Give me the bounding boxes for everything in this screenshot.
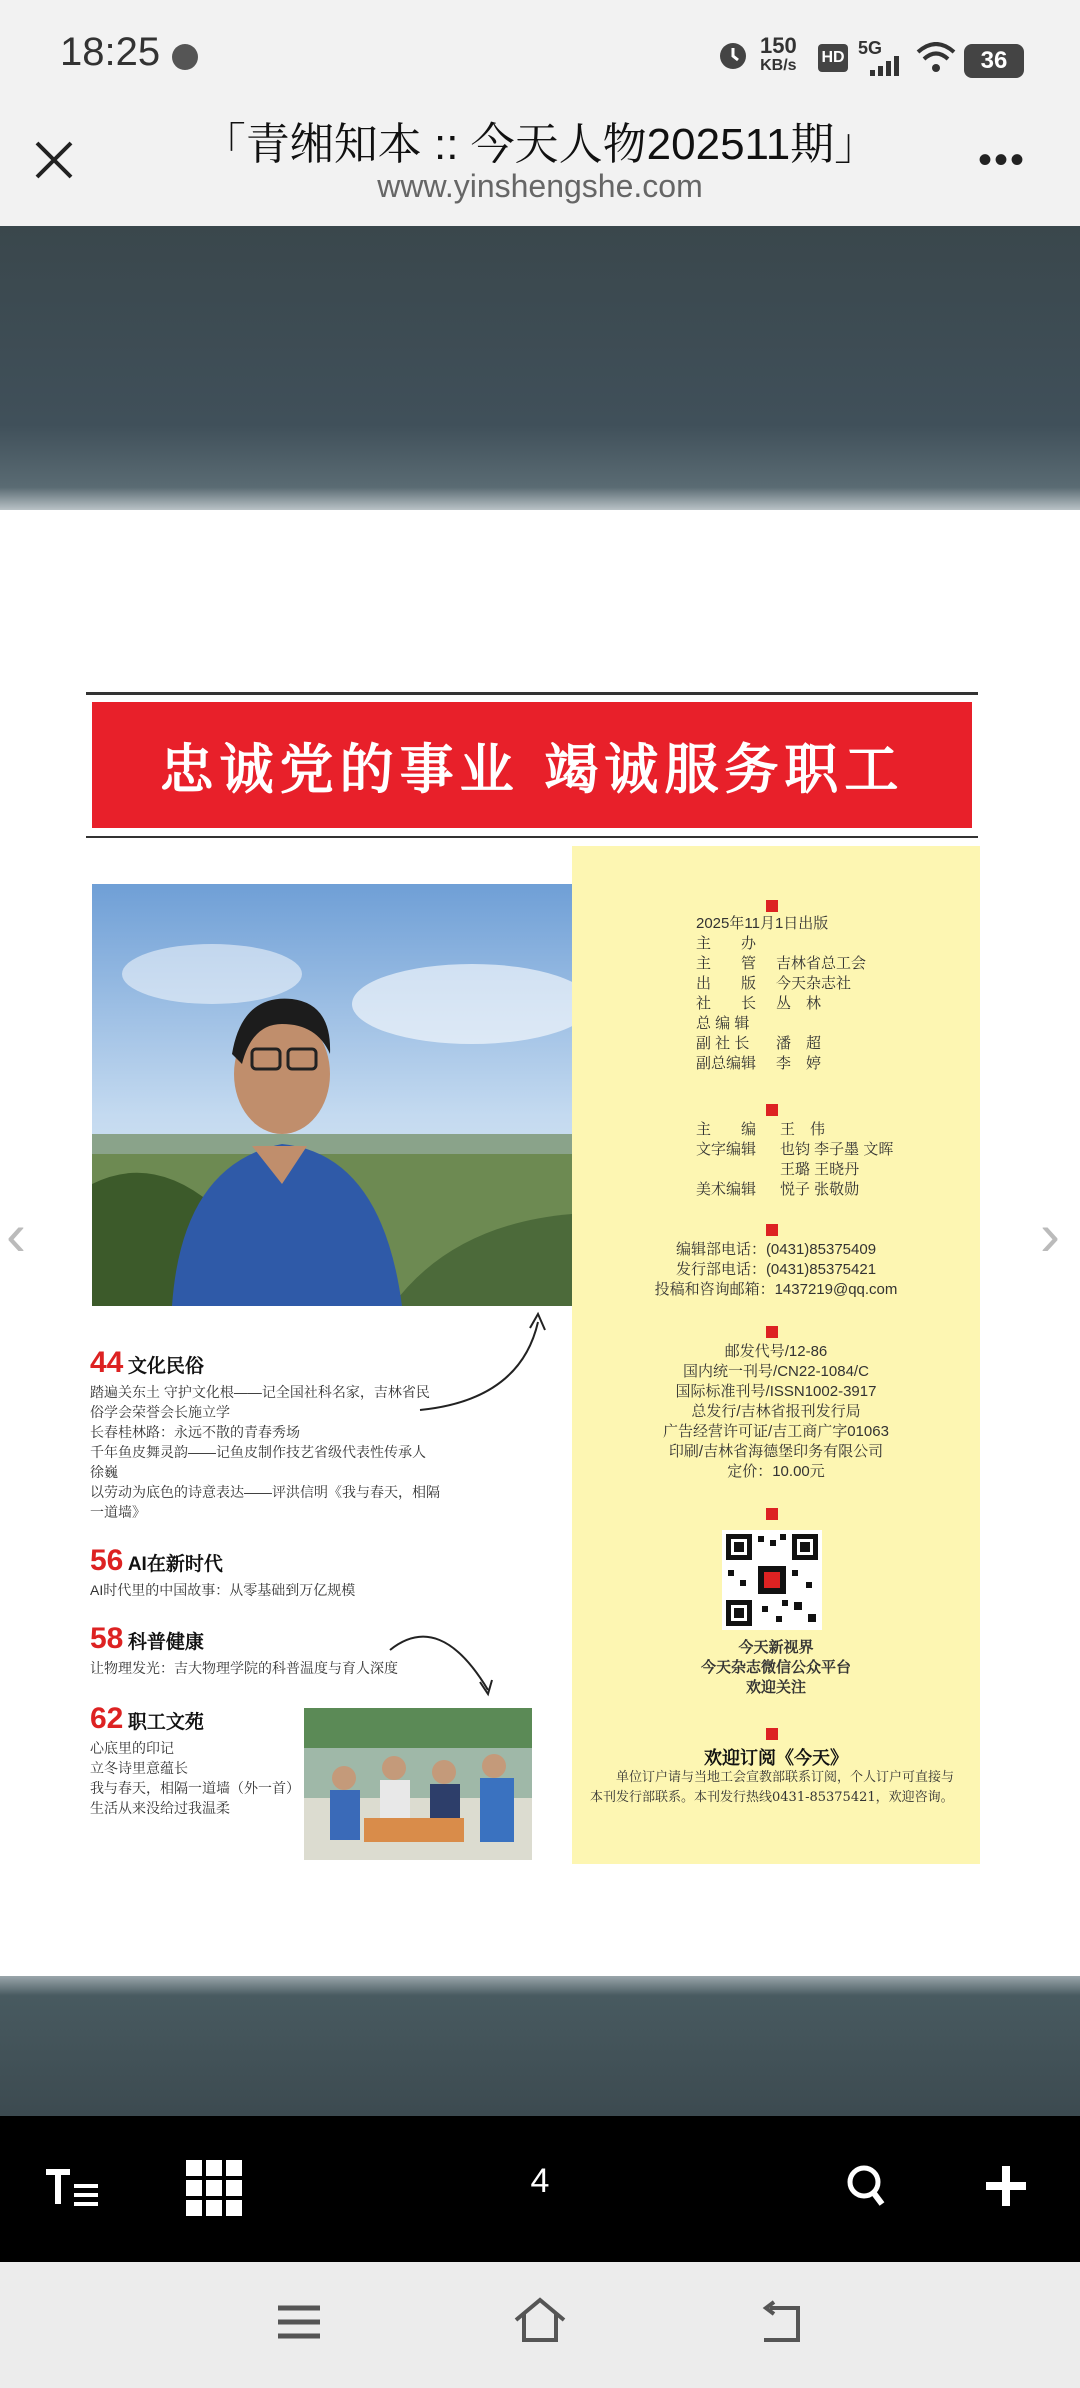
grid-icon[interactable] xyxy=(186,2160,242,2216)
more-icon[interactable]: ••• xyxy=(978,138,1027,182)
code-line: 国内统一刊号/CN22-1084/C xyxy=(683,1363,869,1380)
home-icon[interactable] xyxy=(512,2296,568,2344)
subscribe-title: 欢迎订阅《今天》 xyxy=(704,1748,848,1768)
price-line: 定价：10.00元 xyxy=(727,1463,825,1480)
section-number: 44 xyxy=(90,1346,124,1379)
section-title: AI在新时代 xyxy=(127,1554,223,1575)
contents-line: 以劳动为底色的诗意表达——评洪信明《我与春天，相隔 xyxy=(90,1484,440,1500)
masthead-row: 王璐 王晓丹 xyxy=(780,1161,860,1178)
contents-line: 踏遍关东土 守护文化根——记全国社科名家，吉林省民 xyxy=(90,1384,430,1400)
wechat-line: 今天杂志微信公众平台 xyxy=(700,1659,851,1676)
masthead-row: 文字编辑 也钧 李子墨 文晖 xyxy=(696,1141,894,1158)
red-marker xyxy=(766,1728,778,1740)
contents-section-56[interactable] xyxy=(90,1544,223,1578)
code-line: 总发行/吉林省报刊发行局 xyxy=(691,1403,861,1420)
contents-line: 俗学会荣誉会长施立学 xyxy=(90,1404,230,1420)
contents-section-58[interactable] xyxy=(90,1622,204,1656)
section-number: 56 xyxy=(90,1544,124,1577)
net-speed: 150 KB/s xyxy=(760,33,797,74)
section-number: 62 xyxy=(90,1702,124,1735)
email-line: 投稿和咨询邮箱：1437219@qq.com xyxy=(654,1281,898,1298)
slogan-banner: 忠诚党的事业 竭诚服务职工 xyxy=(92,702,972,828)
masthead-block-1 xyxy=(696,914,956,1074)
code-line: 国际标准刊号/ISSN1002-3917 xyxy=(675,1383,877,1400)
red-marker xyxy=(766,1224,778,1236)
search-icon[interactable] xyxy=(846,2164,886,2208)
hd-icon: HD xyxy=(818,44,848,72)
masthead-row: 总 编 辑 xyxy=(696,1015,750,1032)
next-page-icon[interactable]: › xyxy=(1040,1201,1060,1268)
close-icon[interactable] xyxy=(34,140,74,180)
section-items xyxy=(90,1738,300,1818)
divider xyxy=(86,836,978,838)
contents-line: 心底里的印记 xyxy=(90,1740,174,1756)
contents-line: 生活从来没给过我温柔 xyxy=(90,1800,230,1816)
alarm-icon xyxy=(716,38,750,72)
publish-date: 2025年11月1日出版 xyxy=(696,915,829,932)
battery-icon: 36 xyxy=(964,44,1024,78)
contents-section-44[interactable] xyxy=(90,1346,204,1380)
divider xyxy=(86,692,978,695)
contents-line: AI时代里的中国故事：从零基础到万亿规模 xyxy=(90,1582,356,1598)
masthead-row: 副 社 长 潘 超 xyxy=(696,1035,822,1052)
wifi-icon xyxy=(916,42,956,74)
codes-block xyxy=(572,1342,980,1482)
section-number: 58 xyxy=(90,1622,124,1655)
section-title: 科普健康 xyxy=(127,1632,204,1653)
code-line: 印刷/吉林省海德堡印务有限公司 xyxy=(668,1443,884,1460)
status-time: 18:25 xyxy=(60,30,161,74)
contents-section-62[interactable] xyxy=(90,1702,204,1736)
section-title: 文化民俗 xyxy=(127,1356,204,1377)
masthead-row: 美术编辑 悦子 张敬勋 xyxy=(696,1181,860,1198)
contents-line: 让物理发光：吉大物理学院的科普温度与育人深度 xyxy=(90,1660,398,1676)
red-marker xyxy=(766,1326,778,1338)
masthead-row: 主 管 吉林省总工会 xyxy=(696,955,867,972)
page-title: 「青缃知本 :: 今天人物202511期」 xyxy=(201,120,879,169)
reader-background-bottom xyxy=(0,1976,1080,2116)
network-type: 5G xyxy=(858,38,883,58)
phone-line: 发行部电话：(0431)85375421 xyxy=(675,1261,877,1278)
subscribe-text: 单位订户请与当地工会宣教部联系订阅，个人订户可直接与本刊发行部联系。本刊发行热线0431-85375421，欢迎咨询。 xyxy=(590,1770,955,1805)
wechat-block xyxy=(572,1638,980,1698)
section-title: 职工文苑 xyxy=(127,1712,204,1733)
code-line: 广告经营许可证/吉工商广字01063 xyxy=(663,1423,889,1440)
masthead-row: 出 版 今天杂志社 xyxy=(696,975,852,992)
page-url: www.yinshengshe.com xyxy=(377,168,703,204)
wechat-line: 今天新视界 xyxy=(738,1639,814,1656)
contact-block xyxy=(572,1240,980,1300)
globe-icon xyxy=(172,44,198,70)
code-line: 邮发代号/12-86 xyxy=(724,1343,828,1360)
masthead-block-2 xyxy=(696,1120,956,1200)
back-icon[interactable] xyxy=(756,2300,804,2344)
phone-line: 编辑部电话：(0431)85375409 xyxy=(675,1241,877,1258)
contents-line: 我与春天，相隔一道墙（外一首） xyxy=(90,1780,300,1796)
masthead-row: 副总编辑 李 婷 xyxy=(696,1055,822,1072)
prev-page-icon[interactable]: ‹ xyxy=(6,1201,26,1268)
section-items xyxy=(90,1580,490,1600)
curved-arrow-icon xyxy=(380,1620,500,1700)
menu-icon[interactable] xyxy=(276,2304,322,2340)
qr-code xyxy=(722,1530,822,1630)
contents-line: 千年鱼皮舞灵韵——记鱼皮制作技艺省级代表性传承人 xyxy=(90,1444,426,1460)
add-icon[interactable] xyxy=(984,2164,1028,2208)
signal-icon xyxy=(870,56,904,76)
masthead-row: 主 编 王 伟 xyxy=(696,1121,826,1138)
text-mode-icon[interactable] xyxy=(44,2168,100,2208)
contents-line: 立冬诗里意蕴长 xyxy=(90,1760,188,1776)
page-number: 4 xyxy=(530,2162,550,2200)
contents-line: 一道墙》 xyxy=(90,1504,146,1520)
wechat-line: 欢迎关注 xyxy=(745,1679,806,1696)
masthead-row: 社 长 丛 林 xyxy=(696,995,822,1012)
reader-background-top xyxy=(0,226,1080,510)
red-marker xyxy=(766,900,778,912)
event-photo xyxy=(304,1708,532,1860)
red-marker xyxy=(766,1508,778,1520)
contents-line: 长春桂林路：永远不散的青春秀场 xyxy=(90,1424,300,1440)
curved-arrow-icon xyxy=(400,1310,560,1420)
masthead-row: 主 办 xyxy=(696,935,757,952)
contents-line: 徐巍 xyxy=(90,1464,118,1480)
red-marker xyxy=(766,1104,778,1116)
cover-photo xyxy=(92,884,572,1306)
